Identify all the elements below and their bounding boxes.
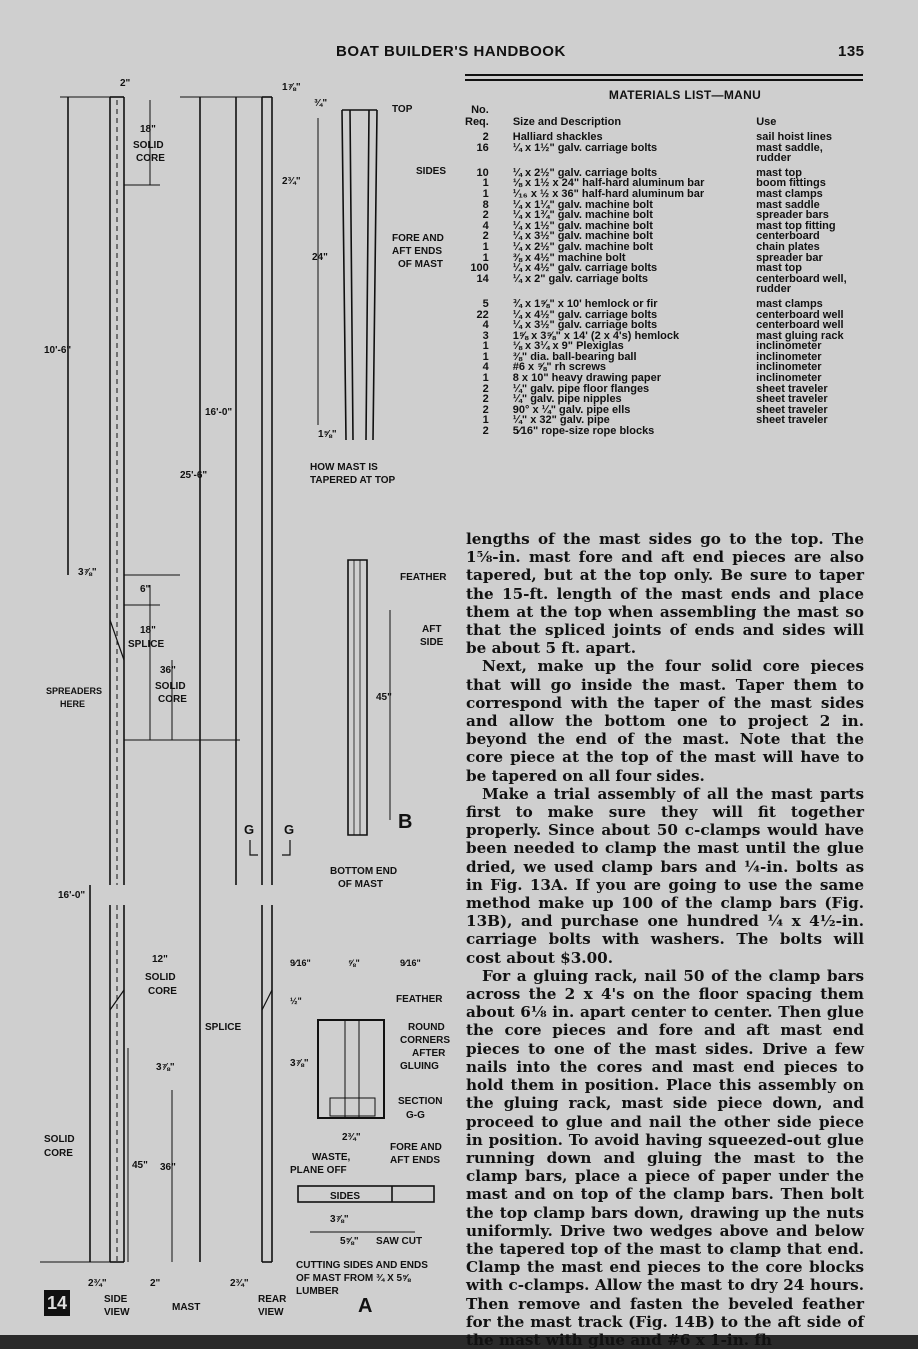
label: VIEW <box>104 1307 130 1318</box>
materials-cell-desc: ¼" galv. pipe nipples <box>512 393 622 406</box>
materials-row <box>465 274 865 285</box>
label: VIEW <box>258 1307 284 1318</box>
materials-cell-desc: ¼ x 2" galv. carriage bolts <box>512 272 648 285</box>
label: BOTTOM END <box>330 866 398 877</box>
materials-row <box>465 189 865 200</box>
label: 2¾" <box>88 1278 107 1289</box>
label: SOLID <box>155 681 186 692</box>
label: ⅝" <box>348 958 360 968</box>
label: 16'-0" <box>58 890 86 901</box>
label: LUMBER <box>296 1286 339 1297</box>
materials-cell-desc: ¼ x 2½" galv. carriage bolts <box>512 166 658 179</box>
materials-cell-use: mast saddle <box>756 198 820 211</box>
label: HERE <box>60 699 86 709</box>
materials-cell-desc: ¼ x 4½" galv. carriage bolts <box>512 262 658 275</box>
label: SOLID <box>44 1134 75 1145</box>
label: AFTER <box>412 1048 446 1059</box>
label: 6" <box>140 584 151 595</box>
materials-cell-desc: #6 x ⅝" rh screws <box>512 361 607 374</box>
label: FORE AND <box>390 1142 442 1153</box>
materials-cell-no <box>465 153 489 164</box>
materials-cell-no: 2 <box>482 131 489 143</box>
label: 12" <box>152 954 168 965</box>
label: 18" <box>140 124 156 135</box>
label: ½" <box>290 996 302 1006</box>
materials-cell-use: spreader bars <box>756 209 829 222</box>
label: 24" <box>312 252 328 263</box>
label: WASTE, <box>312 1152 351 1163</box>
materials-cell-desc: ¼ x 1½" galv. carriage bolts <box>512 141 658 154</box>
label: SPLICE <box>205 1022 242 1033</box>
materials-cell-desc: ¼ x 1¼" galv. machine bolt <box>512 198 653 211</box>
materials-cell-use: inclinometer <box>756 361 822 374</box>
label: 3⅞" <box>156 1062 175 1073</box>
materials-cell-use: sheet traveler <box>756 393 828 406</box>
materials-cell-no: 100 <box>470 262 489 275</box>
materials-cell-no: 1 <box>482 187 489 200</box>
label: TOP <box>392 104 413 115</box>
materials-cell-no: 1 <box>482 372 489 385</box>
materials-cell-use: mast clamps <box>756 187 823 200</box>
materials-cell-no: 10 <box>476 166 489 179</box>
materials-cell-no: 16 <box>476 141 489 154</box>
materials-cell-desc: 1⅝ x 3⅝" x 14' (2 x 4's) hemlock <box>512 329 680 342</box>
label: SPREADERS <box>46 686 103 696</box>
label: SIDE <box>104 1294 128 1305</box>
label: AFT ENDS <box>390 1155 440 1166</box>
materials-cell-use: mast clamps <box>756 297 823 310</box>
materials-row <box>465 242 865 253</box>
figure-b-label: B <box>398 811 413 833</box>
label: 2" <box>150 1278 161 1289</box>
materials-cell-desc: ⅛ x 3¼ x 9" Plexiglas <box>512 340 624 353</box>
materials-cell-no: 22 <box>476 308 489 321</box>
materials-cell-use: chain plates <box>756 240 820 253</box>
label: CUTTING SIDES AND ENDS <box>296 1260 428 1271</box>
label: 2" <box>120 78 131 89</box>
label: SOLID <box>145 972 176 983</box>
label: 45" <box>132 1160 148 1171</box>
materials-row <box>465 143 865 154</box>
book-title: BOAT BUILDER'S HANDBOOK <box>336 43 566 60</box>
label: HOW MAST IS <box>310 462 378 473</box>
materials-cell-desc <box>489 284 756 295</box>
materials-cell-use: inclinometer <box>756 372 822 385</box>
label: FEATHER <box>396 994 443 1005</box>
mast-drawing <box>0 0 460 1335</box>
header-rule-1 <box>465 74 863 76</box>
body-text <box>466 530 864 1349</box>
label: 1⅝" <box>318 429 337 440</box>
materials-cell-no: 1 <box>482 340 489 353</box>
label: OF MAST <box>338 879 383 890</box>
materials-cell-use: mast gluing rack <box>756 329 844 342</box>
materials-cell-desc: ¼" galv. pipe floor flanges <box>512 382 650 395</box>
materials-cell-use: sheet traveler <box>756 382 828 395</box>
paragraph: For a gluing rack, nail 50 of the clamp bars across the 2 x 4's on the floor spacing them about 6⅛ in. apart center to center. Then glue the core pieces and fore and aft mast end pieces to one of the mast sides. Drive a few nails into the cores and mast end pieces to hold them in position. Place this assembly on the gluing rack, mast side piece down, and proceed to glue and nail the other side piece in position. To avoid having squeezed-out glue running down and gluing the mast to the clamp bars, place a piece of paper under the mast and on top of the clamp bars. Then bolt the top clamp bars down, drawing up the nuts uniformly. Drive two wedges above and below the tapered top of the mast to clamp that end. Clamp the mast end pieces to the core blocks with c-clamps. Allow the mast to dry 24 hours. Then remove and fasten the beveled feather for the mast track (Fig. 14B) to the aft side of the mast with glue and #6 x 1-in. fh <box>466 966 864 1349</box>
figure-a-label: A <box>358 1295 373 1317</box>
label: ROUND <box>408 1022 445 1033</box>
label: 2¾" <box>230 1278 249 1289</box>
materials-header-row <box>465 104 865 128</box>
label: 16'-0" <box>205 407 233 418</box>
label: SOLID <box>133 140 164 151</box>
materials-cell-desc: ¼ x 2½" galv. machine bolt <box>512 240 653 253</box>
materials-cell-use: boom fittings <box>756 177 826 190</box>
materials-cell-no: 2 <box>482 209 489 222</box>
materials-cell-no: 2 <box>482 393 489 406</box>
materials-cell-desc: ¼ x 3½" galv. machine bolt <box>512 230 653 243</box>
label: 45" <box>376 692 392 703</box>
materials-cell-use: centerboard <box>756 230 820 243</box>
materials-cell-no: 1 <box>482 350 489 363</box>
label: G-G <box>406 1110 425 1121</box>
label: AFT ENDS <box>392 246 442 257</box>
materials-cell-no: 3 <box>482 329 489 342</box>
materials-cell-desc: 5⁄16" rope-size rope blocks <box>512 425 655 438</box>
materials-cell-no: 4 <box>482 219 489 232</box>
materials-rows <box>465 132 865 437</box>
materials-cell-desc: ⅜ x 4½" machine bolt <box>512 251 626 264</box>
label: SIDES <box>330 1191 361 1202</box>
materials-row <box>465 132 865 143</box>
materials-cell-no: 2 <box>482 425 489 438</box>
materials-cell-no: 2 <box>482 230 489 243</box>
materials-cell-desc: ¾ x 1⅝" x 10' hemlock or fir <box>512 297 658 310</box>
materials-cell-no: 2 <box>482 403 489 416</box>
label: SPLICE <box>128 639 165 650</box>
label: CORE <box>158 694 187 705</box>
page-number: 135 <box>838 43 865 60</box>
header-rule-2 <box>465 79 863 81</box>
materials-row <box>465 153 865 164</box>
materials-cell-desc: 8 x 10" heavy drawing paper <box>512 372 662 385</box>
label: CORNERS <box>400 1035 451 1046</box>
label: 5⅝" <box>340 1236 359 1247</box>
materials-cell-use: mast top <box>756 166 802 179</box>
materials-cell-no: 5 <box>482 297 489 310</box>
materials-cell-no: 4 <box>482 319 489 332</box>
materials-cell-use: sheet traveler <box>756 403 828 416</box>
materials-cell-no: 1 <box>482 414 489 427</box>
materials-cell-no: 8 <box>482 198 489 211</box>
label: CORE <box>136 153 165 164</box>
label: 3⅞" <box>78 567 97 578</box>
label: FORE AND <box>392 233 444 244</box>
label: SIDE <box>420 637 444 648</box>
label: G <box>284 822 295 837</box>
materials-table <box>465 88 865 437</box>
materials-cell-no: 1 <box>482 251 489 264</box>
label: CORE <box>148 986 177 997</box>
label: REAR <box>258 1294 287 1305</box>
materials-cell-no: 1 <box>482 177 489 190</box>
materials-cell-use: rudder <box>756 152 791 165</box>
materials-cell-use: sheet traveler <box>756 414 828 427</box>
materials-cell-use: spreader bar <box>756 251 823 264</box>
materials-title: MATERIALS LIST—MANU <box>608 88 762 102</box>
col-req-label: Req. <box>465 116 489 128</box>
label: 36" <box>160 1162 176 1173</box>
paragraph: lengths of the mast sides go to the top. The 1⅝-in. mast fore and aft end pieces are also tapered, but at the top only. Be sure to taper the 15-ft. length of the mast ends and place them at the top when assembling the mast so that the spliced joints of ends and sides will be about 5 ft. apart. <box>466 530 864 658</box>
materials-cell-use: sail hoist lines <box>756 131 832 143</box>
label: 1⅞" <box>282 82 301 93</box>
materials-cell-desc <box>489 153 756 164</box>
materials-cell-use: mast top <box>756 262 802 275</box>
label: SIDES <box>416 166 447 177</box>
materials-cell-desc: ⅛ x 1½ x 24" half-hard aluminum bar <box>512 177 705 190</box>
label: ¾" <box>314 98 328 109</box>
materials-cell-use: centerboard well <box>756 308 844 321</box>
label: 36" <box>160 665 176 676</box>
label: GLUING <box>400 1061 439 1072</box>
materials-cell-use: mast top fitting <box>756 219 836 232</box>
label: AFT <box>422 624 442 635</box>
label: OF MAST <box>398 259 443 270</box>
col-no-label: No. <box>471 104 489 116</box>
label: CORE <box>44 1148 73 1159</box>
materials-cell-desc: ¼ x 3½" galv. carriage bolts <box>512 319 658 332</box>
materials-cell-desc: ⅜" dia. ball-bearing ball <box>512 350 637 363</box>
materials-cell-desc: ¼ x 1½" galv. machine bolt <box>512 219 653 232</box>
paragraph: Next, make up the four solid core pieces that will go inside the mast. Taper them to correspond with the taper of the mast sides and allow the bottom one to project 2 in. beyond the end of the mast. Note that the core piece at the top of the mast will have to be tapered on all four sides. <box>466 657 864 785</box>
materials-cell-no: 14 <box>476 272 489 285</box>
label: 3⅞" <box>290 1058 309 1069</box>
materials-cell-desc: ¹⁄₁₆ x ½ x 36" half-hard aluminum bar <box>512 187 705 200</box>
label: 9⁄16" <box>290 958 311 968</box>
label: FEATHER <box>400 572 447 583</box>
label: 2¾" <box>282 176 301 187</box>
materials-cell-use: mast saddle, <box>756 141 823 154</box>
label: SECTION <box>398 1096 443 1107</box>
label: 18" <box>140 625 156 636</box>
label: SAW CUT <box>376 1236 423 1247</box>
materials-cell-use: inclinometer <box>756 340 822 353</box>
materials-cell-no: 4 <box>482 361 489 374</box>
materials-cell-use: inclinometer <box>756 350 822 363</box>
materials-cell-use <box>756 426 865 437</box>
materials-cell-use: centerboard well, <box>756 272 847 285</box>
col-use-label: Use <box>756 116 777 128</box>
col-size-label: Size and Description <box>512 116 622 128</box>
label: OF MAST FROM ¾ X 5⅝ <box>296 1273 411 1284</box>
label: G <box>244 822 255 837</box>
materials-cell-desc: ¼" x 32" galv. pipe <box>512 414 610 427</box>
label: MAST <box>172 1302 201 1313</box>
materials-cell-desc: 90° x ¼" galv. pipe ells <box>512 403 631 416</box>
materials-cell-desc: ¼ x 4½" galv. carriage bolts <box>512 308 658 321</box>
label: PLANE OFF <box>290 1165 347 1176</box>
label: 9⁄16" <box>400 958 421 968</box>
materials-cell-no: 1 <box>482 240 489 253</box>
materials-row <box>465 426 865 437</box>
label: 2¾" <box>342 1132 361 1143</box>
label: 25'-6" <box>180 470 208 481</box>
label: 10'-6" <box>44 345 72 356</box>
materials-cell-use: centerboard well <box>756 319 844 332</box>
materials-cell-desc: ¼ x 1¾" galv. machine bolt <box>512 209 653 222</box>
label: 3⅞" <box>330 1214 349 1225</box>
materials-cell-use: rudder <box>756 283 791 296</box>
materials-row <box>465 299 865 310</box>
materials-row <box>465 284 865 295</box>
materials-cell-no <box>465 284 489 295</box>
label: TAPERED AT TOP <box>310 475 396 486</box>
figure-number: 14 <box>44 1290 70 1316</box>
materials-cell-no: 2 <box>482 382 489 395</box>
paragraph: Make a trial assembly of all the mast parts first to make sure they will fit together properly. Since about 50 c-clamps would have been needed to clamp the mast until the glue dried, we used clamp bars and ¼-in. bolts as in Fig. 13A. If you are going to use the same method make up 100 of the clamp bars (Fig. 13B), and purchase one hundred ¼ x 4½-in. carriage bolts with washers. The bolts will cost about $3.00. <box>466 784 864 967</box>
materials-cell-desc: Halliard shackles <box>512 131 603 143</box>
